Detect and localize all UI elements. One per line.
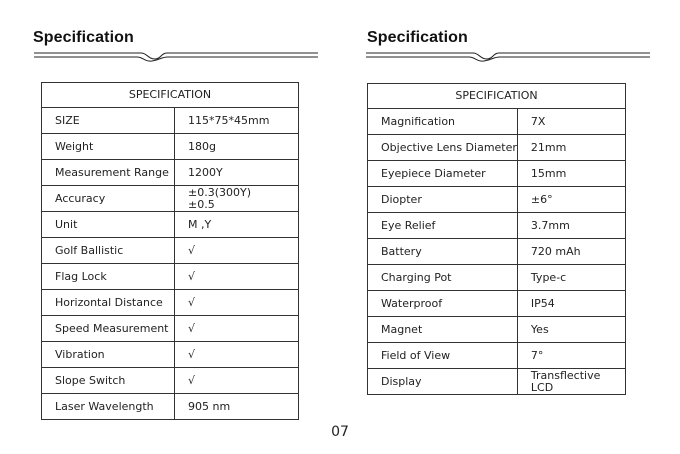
spec-row: [368, 135, 626, 161]
spec-row: [42, 316, 299, 342]
spec-label: Weight: [42, 134, 175, 160]
spec-value: √: [175, 290, 299, 316]
page-number: 07: [331, 424, 349, 440]
spec-value: Type-c: [517, 265, 625, 291]
spec-label: Golf Ballistic: [42, 238, 175, 264]
spec-row: [42, 264, 299, 290]
spec-row: [368, 187, 626, 213]
spec-value: 115*75*45mm: [175, 108, 299, 134]
spec-row: [42, 238, 299, 264]
spec-label: Display: [368, 369, 518, 395]
spec-label: Waterproof: [368, 291, 518, 317]
spec-value: ±6°: [517, 187, 625, 213]
spec-value: Yes: [517, 317, 625, 343]
spec-value: √: [175, 264, 299, 290]
spec-value: √: [175, 238, 299, 264]
spec-label: Magnification: [368, 109, 518, 135]
spec-row: [42, 212, 299, 238]
spec-value: 1200Y: [175, 160, 299, 186]
spec-label: Battery: [368, 239, 518, 265]
spec-row: [368, 239, 626, 265]
spec-row: [42, 108, 299, 134]
spec-row: [42, 342, 299, 368]
spec-label: Charging Pot: [368, 265, 518, 291]
left-spec-table: [41, 82, 299, 420]
spec-value: IP54: [517, 291, 625, 317]
left-spec-table-header-row: [42, 83, 299, 108]
spec-row: [368, 291, 626, 317]
spec-label: Vibration: [42, 342, 175, 368]
spec-row: [368, 369, 626, 395]
spec-row: [368, 109, 626, 135]
spec-value: 7X: [517, 109, 625, 135]
spec-value: √: [175, 342, 299, 368]
spec-row: [42, 134, 299, 160]
spec-label: Unit: [42, 212, 175, 238]
spec-label: Horizontal Distance: [42, 290, 175, 316]
spec-row: [368, 317, 626, 343]
spec-row: [368, 343, 626, 369]
right-spec-table-header-row: [368, 84, 626, 109]
spec-value: 7°: [517, 343, 625, 369]
spec-label: Objective Lens Diameter: [368, 135, 518, 161]
spec-row: [42, 394, 299, 420]
spec-label: Laser Wavelength: [42, 394, 175, 420]
spec-label: Eye Relief: [368, 213, 518, 239]
spec-label: SIZE: [42, 108, 175, 134]
spec-label: Diopter: [368, 187, 518, 213]
spec-label: Slope Switch: [42, 368, 175, 394]
spec-value: 905 nm: [175, 394, 299, 420]
spec-label: Eyepiece Diameter: [368, 161, 518, 187]
spec-value: 720 mAh: [517, 239, 625, 265]
spec-row: [42, 160, 299, 186]
spec-value: ±0.3(300Y) ±0.5: [175, 186, 299, 212]
spec-row: [42, 368, 299, 394]
spec-label: Speed Measurement: [42, 316, 175, 342]
spec-label: Field of View: [368, 343, 518, 369]
spec-value: 180g: [175, 134, 299, 160]
spec-label: Magnet: [368, 317, 518, 343]
right-page-heading: Specification: [367, 29, 468, 46]
left-page-heading: Specification: [33, 29, 134, 46]
spec-label: Flag Lock: [42, 264, 175, 290]
right-spec-table: [367, 83, 626, 395]
spec-value: 15mm: [517, 161, 625, 187]
left-spec-table-title: SPECIFICATION: [42, 83, 299, 108]
spec-value: √: [175, 316, 299, 342]
spec-row: [42, 186, 299, 212]
spec-value: M ,Y: [175, 212, 299, 238]
spec-row: [368, 213, 626, 239]
spec-row: [368, 265, 626, 291]
spec-value: Transflective LCD: [517, 369, 625, 395]
spec-row: [368, 161, 626, 187]
spec-label: Measurement Range: [42, 160, 175, 186]
right-spec-table-title: SPECIFICATION: [368, 84, 626, 109]
spec-value: 3.7mm: [517, 213, 625, 239]
spec-row: [42, 290, 299, 316]
spec-label: Accuracy: [42, 186, 175, 212]
spec-value: 21mm: [517, 135, 625, 161]
right-heading-underline: [365, 48, 651, 62]
left-heading-underline: [33, 48, 319, 62]
spec-value: √: [175, 368, 299, 394]
